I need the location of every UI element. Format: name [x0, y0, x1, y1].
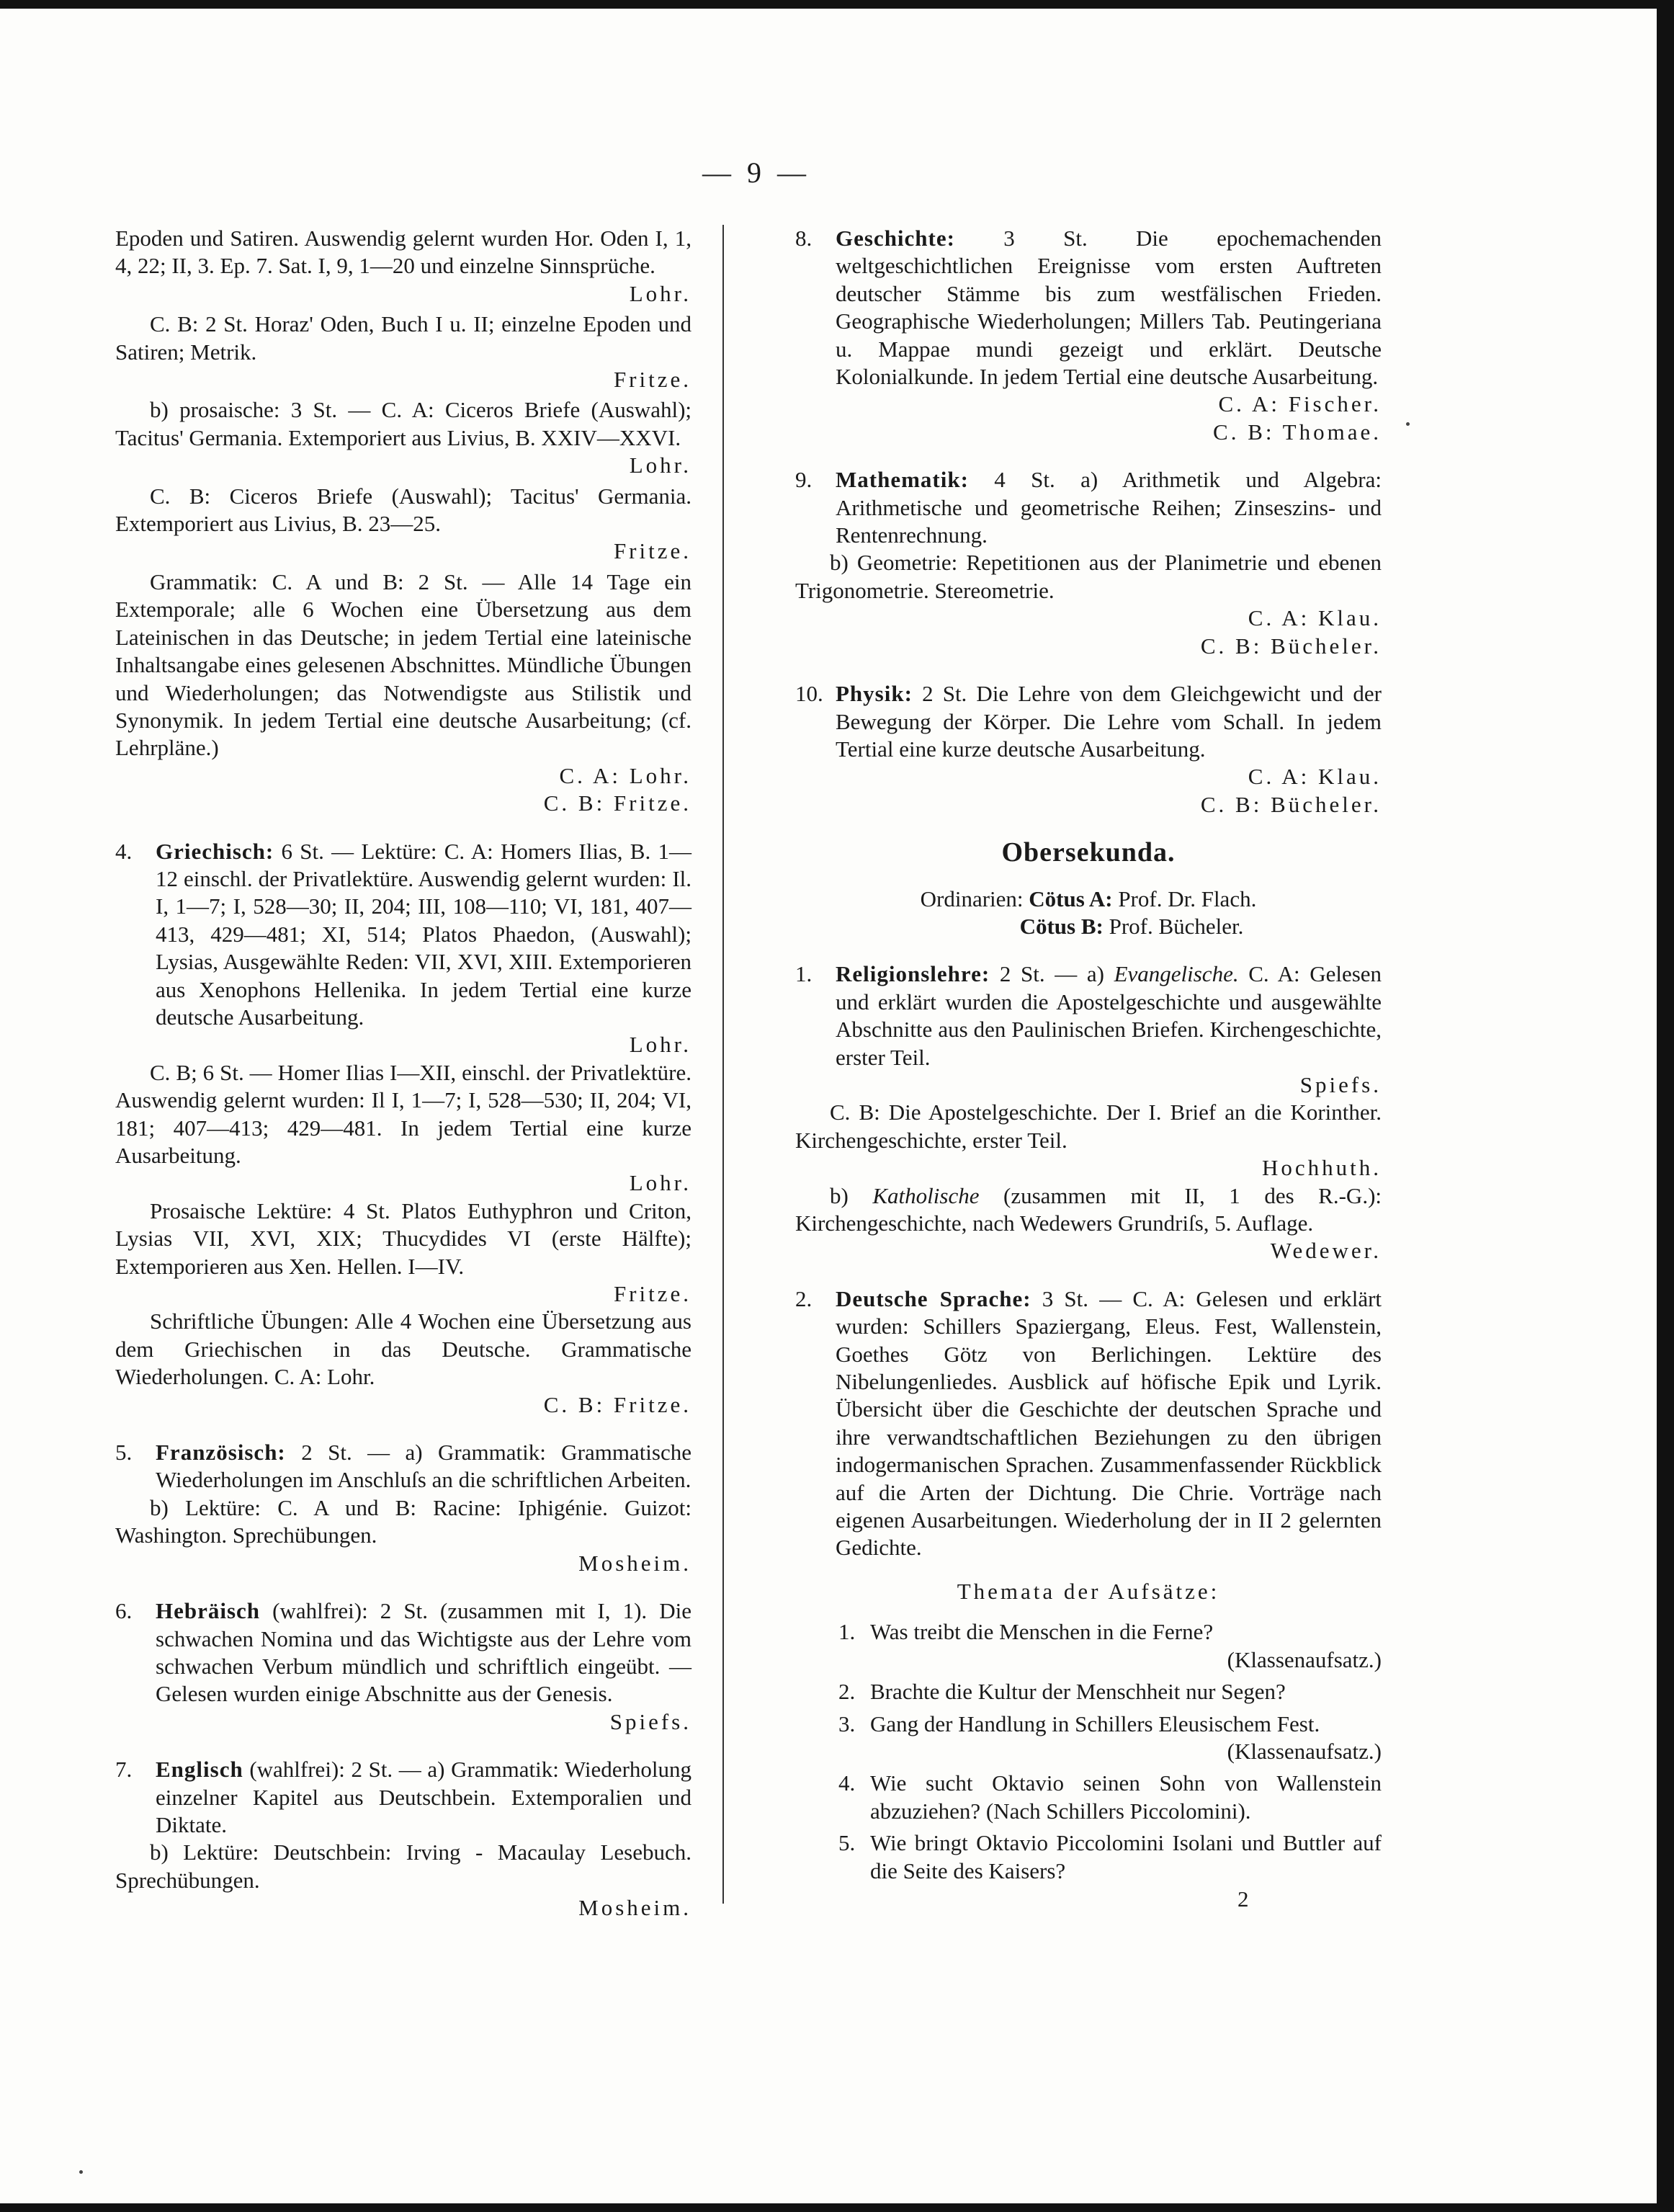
- griechisch-uebungen-text: Schriftliche Übungen: Alle 4 Wochen eine Übersetzung aus dem Griechischen in das Deutsche. Grammatische Wiederholungen. C. A: Lohr.: [115, 1308, 691, 1390]
- religion-denomination: Evangelische.: [1114, 961, 1239, 987]
- printer-signature-mark: 2: [1237, 1886, 1249, 1912]
- subject-title: Deutsche Sprache:: [836, 1285, 1031, 1311]
- teacher-signature: Fritze.: [613, 1281, 691, 1307]
- teacher-signature: Lohr.: [629, 452, 691, 478]
- theme-text: Brachte die Kultur der Menschheit nur Segen?: [870, 1679, 1286, 1705]
- item-number: 5.: [115, 1440, 133, 1466]
- teacher-signature: Fritze.: [613, 538, 691, 564]
- coetus-b-teacher: Prof. Bücheler.: [1109, 913, 1244, 939]
- subject-englisch: [115, 1756, 691, 1922]
- subject-franzoesisch: [115, 1439, 691, 1577]
- latin-prose-ca-text: b) prosaische: 3 St. — C. A: Ciceros Briefe (Auswahl); Tacitus' Germania. Extemporiert aus Livius, B. XXIV—XXVI.: [115, 397, 691, 450]
- griechisch-text: 6 St. — Lektüre: C. A: Homers Ilias, B. 1—12 einschl. der Privatlektüre. Auswendig gelernt wurden: Il. I, 1—7; I, 528—30; II, 204; III, 108—110; VI, 181, 407—413, 429—481; XI, 514; Platos Phaedon, (Auswahl); Lysias, Ausgewählte Reden: VII, XVI, XIII. Extemporieren aus Xenophons Hellenika. In jedem Tertial eine kurze deutsche Ausarbeitung.: [156, 838, 691, 1030]
- teacher-signature: C. B: Fritze.: [543, 1391, 691, 1417]
- teacher-signature: Spiefs.: [1299, 1071, 1382, 1097]
- geschichte-entry: [795, 225, 1382, 391]
- religion-katholisch-prefix: b): [830, 1182, 849, 1208]
- theme-note: (Klassenaufsatz.): [1227, 1738, 1382, 1764]
- teacher-signature: Mosheim.: [578, 1550, 691, 1576]
- latin-prose-cb: [115, 483, 691, 566]
- subject-religionslehre: [795, 960, 1382, 1265]
- religion-prefix: 2 St. — a): [999, 961, 1104, 987]
- section-heading: Obersekunda.: [1001, 837, 1176, 868]
- subject-title: Französisch:: [156, 1440, 286, 1466]
- latin-grammar: [115, 568, 691, 818]
- theme-item: [838, 1618, 1382, 1674]
- religion-katholisch-label: Katholische: [872, 1182, 980, 1208]
- scan-speck: [79, 2170, 83, 2174]
- theme-number: 5.: [838, 1830, 856, 1856]
- theme-text: Wie sucht Oktavio seinen Sohn von Wallenstein abzuziehen? (Nach Schillers Piccolomini).: [870, 1770, 1382, 1824]
- item-number: 1.: [795, 961, 813, 987]
- religion-katholisch-text: (zusammen mit II, 1 des R.-G.): Kirchengeschichte, nach Wedewers Grundriſs, 5. Auflage.: [795, 1182, 1382, 1236]
- englisch-text: (wahlfrei): 2 St. — a) Grammatik: Wiederholung einzelner Kapitel aus Deutschbein. Extemporalien und Diktate.: [156, 1757, 691, 1837]
- teacher-signature: Hochhuth.: [1261, 1155, 1382, 1181]
- subject-title: Religionslehre:: [836, 961, 990, 987]
- theme-item: [838, 1678, 1382, 1705]
- latin-grammar-text: Grammatik: C. A und B: 2 St. — Alle 14 Tage ein Extemporale; alle 6 Wochen eine Übersetzung aus dem Lateinischen in das Deutsche; in jedem Tertial eine lateinische Inhaltsangabe eines gelesenen Abschnittes. Mündliche Übungen und Wiederholungen; das Notwendigste aus Stilistik und Synonymik. In jedem Tertial eine deutsche Ausarbeitung; (cf. Lehrpläne.): [115, 568, 691, 761]
- theme-text: Gang der Handlung in Schillers Eleusischem Fest.: [870, 1711, 1320, 1736]
- themes-list: [795, 1618, 1382, 1885]
- deutsch-entry: [795, 1285, 1382, 1562]
- religion-evangelisch: [795, 960, 1382, 1071]
- latin-poetry-section: [115, 225, 691, 308]
- subject-hebraeisch: [115, 1597, 691, 1736]
- mathematik-text: 4 St. a) Arithmetik und Algebra: Arithmetische und geometrische Reihen; Zinseszins- und Rentenrechnung.: [836, 467, 1382, 548]
- latin-prose-ca: [115, 396, 691, 479]
- subject-geschichte: [795, 225, 1382, 446]
- franzoesisch-lektuere-text: b) Lektüre: C. A und B: Racine: Iphigénie. Guizot: Washington. Sprechübungen.: [115, 1494, 691, 1548]
- scan-edge-top: [0, 0, 1674, 9]
- item-number: 10.: [795, 681, 823, 707]
- subject-mathematik: [795, 466, 1382, 660]
- theme-item: [838, 1711, 1382, 1766]
- coetus-b-label: Cötus B:: [1019, 913, 1104, 939]
- right-column: [795, 225, 1382, 1889]
- ordinarien-b: [795, 913, 1382, 940]
- item-number: 9.: [795, 467, 813, 493]
- teacher-signature: Lohr.: [629, 1170, 691, 1196]
- item-number: 7.: [115, 1757, 133, 1783]
- geschichte-text: 3 St. Die epochemachenden weltgeschichtlichen Ereignisse vom ersten Auftreten deutscher Stämme bis zum westfälischen Frieden. Geographische Wiederholungen; Millers Tab. Peutingeriana u. Mappae mundi gezeigt und erklärt. Deutsche Kolonialkunde. In jedem Tertial eine deutsche Ausarbeitung.: [836, 226, 1382, 390]
- physik-text: 2 St. Die Lehre von dem Gleichgewicht und der Bewegung der Körper. Die Lehre vom Schall. In jedem Tertial eine kurze deutsche Ausarbeitung.: [836, 681, 1382, 762]
- theme-number: 3.: [838, 1711, 856, 1736]
- subject-title: Englisch: [156, 1757, 243, 1783]
- religion-katholisch: [795, 1182, 1382, 1238]
- deutsch-text: 3 St. — C. A: Gelesen und erklärt wurden: Schillers Spaziergang, Eleus. Fest, Wallenstein, Goethes Götz von Berlichingen. Lektüre des Nibelungenliedes. Ausblick auf höfische Epik und Lyrik. Übersicht über die Geschichte der deutschen Sprache und ihre verwandtschaftlichen Beziehungen zu den übrigen indogermanischen Sprachen. Zusammenfassender Rückblick auf die Arten der Dichtung. Die Chrie. Vorträge nach eigenen Ausarbeitungen. Wiederholung der in II 2 gelernten Gedichte.: [836, 1285, 1382, 1561]
- latin-poetry-cb-text: C. B: 2 St. Horaz' Oden, Buch I u. II; einzelne Epoden und Satiren; Metrik.: [115, 311, 691, 365]
- teacher-signature: Lohr.: [629, 1032, 691, 1058]
- theme-number: 2.: [838, 1679, 856, 1705]
- teacher-signature: C. B: Bücheler.: [1200, 791, 1382, 817]
- religion-text: C. A: Gelesen und erklärt wurden die Apostelgeschichte und ausgewählte Abschnitte aus den Paulinischen Briefen. Kirchengeschichte, erster Teil.: [836, 961, 1382, 1070]
- teacher-signature: C. A: Lohr.: [559, 762, 691, 788]
- mathematik-entry: [795, 466, 1382, 549]
- hebraeisch-text: (wahlfrei): 2 St. (zusammen mit I, 1). Die schwachen Nomina und das Wichtigste aus der Lehre vom schwachen Verbum mündlich und schriftlich eingeübt. — Gelesen wurden einige Abschnitte aus der Genesis.: [156, 1598, 692, 1707]
- subject-title: Mathematik:: [836, 467, 969, 493]
- teacher-signature: C. A: Fischer.: [1218, 391, 1382, 417]
- ordinarien-a: [795, 886, 1382, 913]
- page-number: — 9 —: [702, 156, 810, 189]
- subject-griechisch: [115, 838, 691, 1419]
- franzoesisch-text: 2 St. — a) Grammatik: Grammatische Wiederholungen im Anschluſs an die schriftlichen Arbeiten.: [156, 1440, 691, 1493]
- theme-item: [838, 1770, 1382, 1825]
- teacher-signature: C. B: Bücheler.: [1200, 633, 1382, 659]
- item-number: 8.: [795, 226, 813, 251]
- theme-text: Wie bringt Oktavio Piccolomini Isolani und Buttler auf die Seite des Kaisers?: [870, 1830, 1382, 1883]
- theme-number: 4.: [838, 1770, 856, 1796]
- latin-poetry-text: Epoden und Satiren. Auswendig gelernt wurden Hor. Oden I, 1, 4, 22; II, 3. Ep. 7. Sat. I, 9, 1—20 und einzelne Sinnsprüche.: [115, 226, 691, 279]
- teacher-signature: C. A: Klau.: [1248, 605, 1382, 631]
- scan-edge-right: [1657, 0, 1674, 2212]
- griechisch-lektuere: [115, 838, 691, 1032]
- hebraeisch-entry: [115, 1597, 691, 1708]
- teacher-signature: Mosheim.: [578, 1895, 691, 1921]
- teacher-signature: Wedewer.: [1270, 1238, 1382, 1264]
- theme-item: [838, 1829, 1382, 1885]
- subject-title: Geschichte:: [836, 226, 955, 251]
- griechisch-cb-text: C. B; 6 St. — Homer Ilias I—XII, einschl. der Privatlektüre. Auswendig gelernt wurden: Il I, 1—7; I, 528—530; II, 204; VI, 181; 407—413; 429—481. In jedem Tertial eine kurze Ausarbeitung.: [115, 1059, 691, 1168]
- griechisch-prosa-text: Prosaische Lektüre: 4 St. Platos Euthyphron und Criton, Lysias VII, XVI, XIX; Thucydides VI (erste Hälfte); Extemporieren aus Xen. Hellen. I—IV.: [115, 1198, 691, 1279]
- latin-poetry-cb: [115, 311, 691, 393]
- subject-physik: [795, 680, 1382, 819]
- left-column: [115, 225, 691, 1943]
- subject-title: Hebräisch: [156, 1598, 261, 1624]
- subject-deutsch: [795, 1285, 1382, 1562]
- teacher-signature: C. A: Klau.: [1248, 764, 1382, 790]
- mathematik-geometrie-text: b) Geometrie: Repetitionen aus der Planimetrie und ebenen Trigonometrie. Stereometrie.: [795, 550, 1382, 603]
- religion-cb-text: C. B: Die Apostelgeschichte. Der I. Brief an die Korinther. Kirchengeschichte, erster Teil.: [795, 1100, 1382, 1153]
- themes-title: Themata der Aufsätze:: [957, 1578, 1220, 1604]
- englisch-entry: [115, 1756, 691, 1839]
- theme-note: (Klassenaufsatz.): [1227, 1646, 1382, 1672]
- ordinarien: [795, 886, 1382, 941]
- englisch-lektuere-text: b) Lektüre: Deutschbein: Irving - Macaulay Lesebuch. Sprechübungen.: [115, 1839, 691, 1893]
- latin-prose-cb-text: C. B: Ciceros Briefe (Auswahl); Tacitus' Germania. Extemporiert aus Livius, B. 23—25.: [115, 483, 691, 537]
- item-number: 2.: [795, 1285, 813, 1311]
- theme-number: 1.: [838, 1619, 856, 1645]
- theme-text: Was treibt die Menschen in die Ferne?: [870, 1619, 1214, 1645]
- scan-speck: [1406, 422, 1410, 426]
- teacher-signature: Lohr.: [629, 280, 691, 306]
- column-rule: [722, 225, 724, 1904]
- ordinarien-label: Ordinarien:: [920, 886, 1024, 911]
- franzoesisch-grammatik: [115, 1439, 691, 1494]
- coetus-a-teacher: Prof. Dr. Flach.: [1118, 886, 1257, 911]
- item-number: 6.: [115, 1598, 133, 1624]
- scan-edge-bottom: [0, 2203, 1674, 2212]
- physik-entry: [795, 680, 1382, 763]
- item-number: 4.: [115, 838, 133, 864]
- teacher-signature: C. B: Fritze.: [543, 790, 691, 816]
- subject-title: Physik:: [836, 681, 913, 707]
- teacher-signature: Fritze.: [613, 367, 691, 393]
- teacher-signature: Spiefs.: [609, 1708, 691, 1734]
- teacher-signature: C. B: Thomae.: [1213, 419, 1382, 445]
- coetus-a-label: Cötus A:: [1029, 886, 1113, 911]
- subject-title: Griechisch:: [156, 838, 274, 864]
